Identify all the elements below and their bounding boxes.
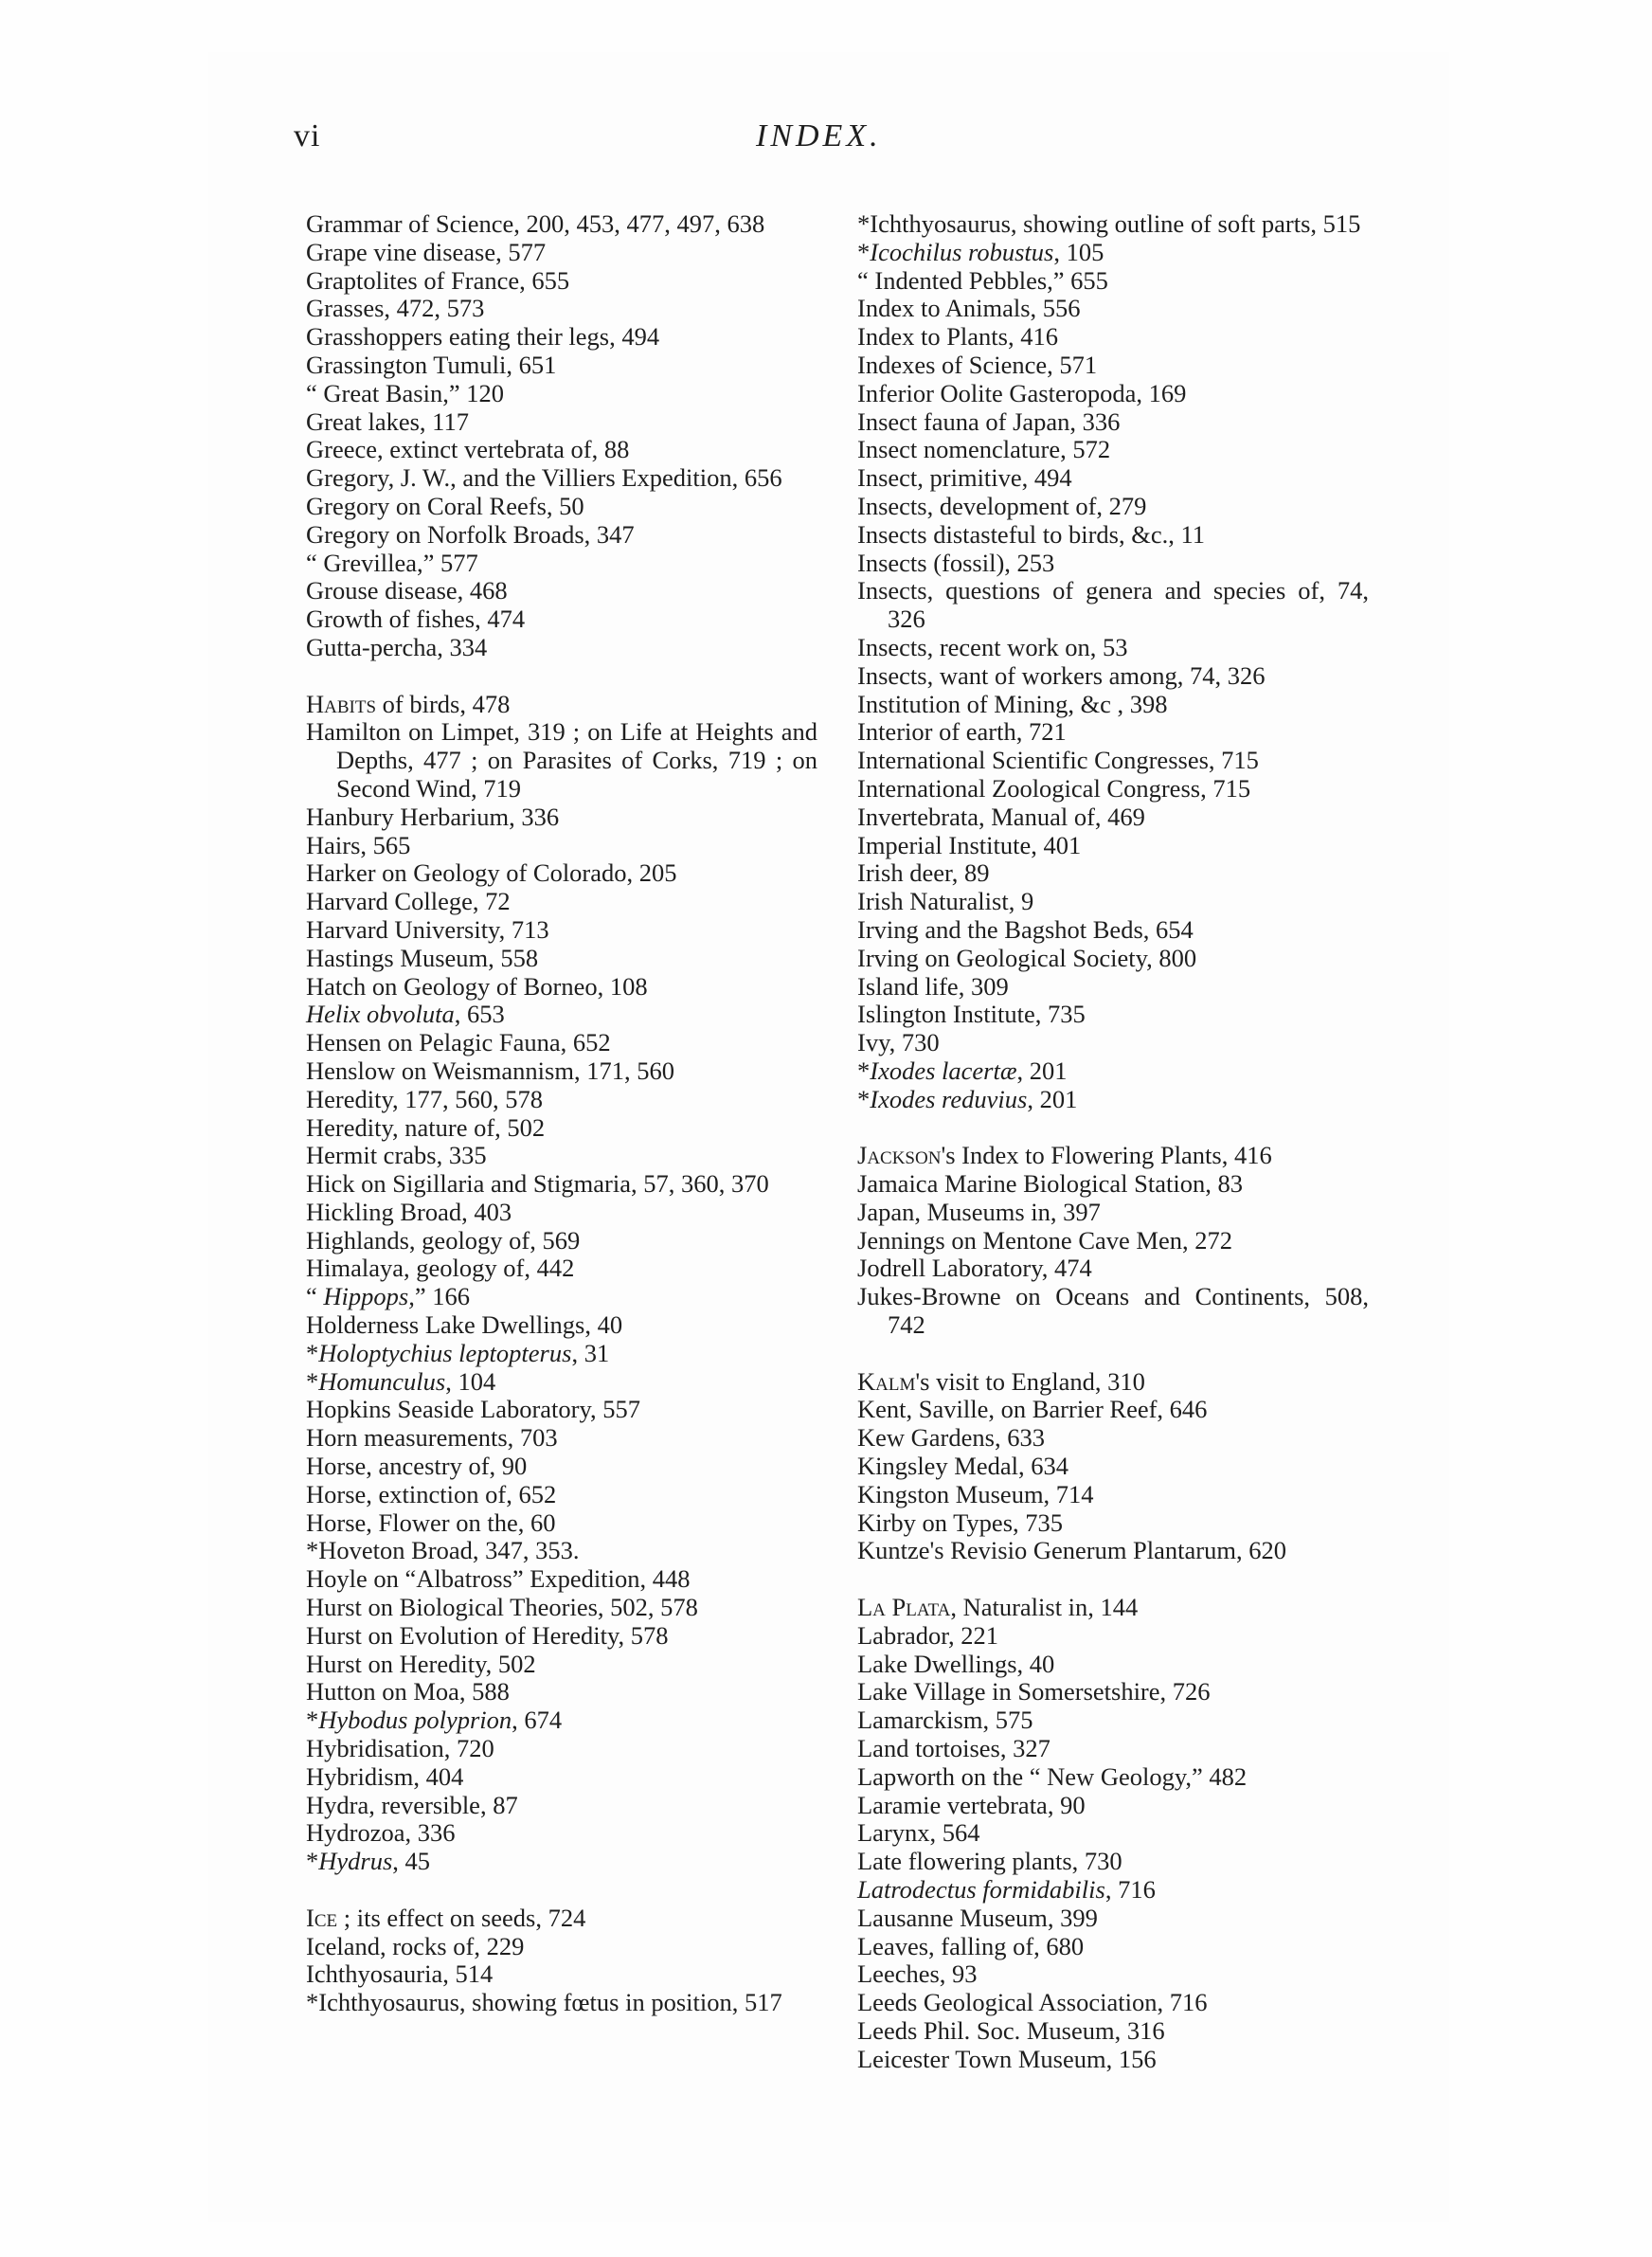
index-entry: Kirby on Types, 735	[857, 1508, 1064, 1537]
index-entry: La Plata, Naturalist in, 144	[857, 1593, 1139, 1622]
index-entry: Grasshoppers eating their legs, 494	[306, 322, 660, 352]
index-entry: Hurst on Heredity, 502	[306, 1649, 536, 1678]
index-entry: Leeches, 93	[857, 1959, 978, 1989]
index-entry: Jodrell Laboratory, 474	[857, 1254, 1092, 1283]
index-entry: Interior of earth, 721	[857, 717, 1067, 747]
index-entry: Insects distasteful to birds, &c., 11	[857, 519, 1206, 549]
index-entry: Gregory, J. W., and the Villiers Expedition, 656	[306, 463, 782, 493]
index-entry: Land tortoises, 327	[857, 1734, 1050, 1763]
index-entry: Grassington Tumuli, 651	[306, 350, 557, 379]
index-entry: Hurst on Biological Theories, 502, 578	[306, 1593, 698, 1622]
index-entry: *Ichthyosaurus, showing fœtus in position, 517	[306, 1988, 782, 2017]
index-entry: Iceland, rocks of, 229	[306, 1931, 525, 1960]
index-entry: *Ichthyosaurus, showing outline of soft parts, 515	[857, 209, 1361, 238]
index-entry: Great lakes, 117	[306, 406, 469, 436]
running-title: INDEX.	[756, 118, 882, 153]
index-entry: International Scientific Congresses, 715	[857, 746, 1259, 775]
index-entry: Hydrozoa, 336	[306, 1818, 456, 1848]
index-entry: Inferior Oolite Gasteropoda, 169	[857, 378, 1187, 407]
index-entry: Leeds Phil. Soc. Museum, 316	[857, 2016, 1165, 2045]
index-entry: Insects, development of, 279	[857, 491, 1147, 520]
index-entry: Hanbury Herbarium, 336	[306, 802, 560, 831]
index-entry: Kew Gardens, 633	[857, 1423, 1045, 1453]
index-entry: Helix obvoluta, 653	[306, 1000, 505, 1029]
index-entry: Invertebrata, Manual of, 469	[857, 802, 1145, 831]
index-entry: Horse, ancestry of, 90	[306, 1452, 528, 1481]
index-entry: Henslow on Weismannism, 171, 560	[306, 1056, 674, 1085]
index-entry: *Ixodes reduvius, 201	[857, 1084, 1078, 1113]
index-entry: International Zoological Congress, 715	[857, 773, 1251, 803]
index-entry: Holderness Lake Dwellings, 40	[306, 1310, 623, 1340]
index-entry: Kingston Museum, 714	[857, 1479, 1094, 1508]
index-entry: *Icochilus robustus, 105	[857, 237, 1104, 266]
index-entry: *Ixodes lacertæ, 201	[857, 1056, 1068, 1085]
index-entry: Index to Animals, 556	[857, 294, 1081, 323]
index-entry: Indexes of Science, 571	[857, 350, 1098, 379]
index-entry: Hoyle on “Albatross” Expedition, 448	[306, 1564, 691, 1594]
page-header	[0, 118, 1652, 175]
index-entry: Ice ; its effect on seeds, 724	[306, 1903, 586, 1932]
index-entry: Grape vine disease, 577	[306, 237, 547, 266]
index-entry: Insects, questions of genera and species of, 74, 326	[857, 576, 1369, 634]
index-entry: Leicester Town Museum, 156	[857, 2044, 1157, 2073]
index-entry: Insects (fossil), 253	[857, 548, 1055, 577]
index-entry: Ivy, 730	[857, 1028, 940, 1057]
index-entry: Hairs, 565	[306, 830, 411, 859]
index-entry: Hopkins Seaside Laboratory, 557	[306, 1395, 641, 1424]
index-entry: Insects, want of workers among, 74, 326	[857, 660, 1266, 690]
index-entry: Irving and the Bagshot Beds, 654	[857, 914, 1194, 944]
index-entry: Hastings Museum, 558	[306, 943, 539, 972]
index-entry: Heredity, nature of, 502	[306, 1112, 546, 1142]
index-entry: Heredity, 177, 560, 578	[306, 1084, 543, 1113]
index-column-left	[306, 210, 817, 2017]
index-entry: Hensen on Pelagic Fauna, 652	[306, 1028, 611, 1057]
index-entry: Kent, Saville, on Barrier Reef, 646	[857, 1395, 1208, 1424]
index-entry: Harvard College, 72	[306, 887, 511, 916]
index-entry: Hydra, reversible, 87	[306, 1790, 518, 1819]
index-entry: *Hybodus polyprion, 674	[306, 1706, 563, 1735]
index-entry: Horse, extinction of, 652	[306, 1479, 557, 1508]
index-entry: Hutton on Moa, 588	[306, 1677, 510, 1706]
index-entry: Kingsley Medal, 634	[857, 1452, 1069, 1481]
index-entry: *Hoveton Broad, 347, 353.	[306, 1536, 580, 1565]
index-entry: Insects, recent work on, 53	[857, 632, 1128, 661]
index-entry: Jackson's Index to Flowering Plants, 416	[857, 1141, 1272, 1170]
index-entry: Grammar of Science, 200, 453, 477, 497, 638	[306, 209, 765, 238]
index-entry: Jukes-Browne on Oceans and Continents, 508, 742	[857, 1282, 1369, 1340]
index-entry: Harker on Geology of Colorado, 205	[306, 858, 677, 888]
index-entry: Gutta-percha, 334	[306, 632, 488, 661]
page-number: vi	[294, 118, 321, 153]
index-entry: Horse, Flower on the, 60	[306, 1508, 556, 1537]
index-entry: Irish deer, 89	[857, 858, 990, 888]
index-entry: Insect fauna of Japan, 336	[857, 406, 1121, 436]
index-entry: Hatch on Geology of Borneo, 108	[306, 971, 648, 1001]
index-entry: Insect, primitive, 494	[857, 463, 1072, 493]
index-entry: Leeds Geological Association, 716	[857, 1988, 1208, 2017]
index-entry: Hick on Sigillaria and Stigmaria, 57, 360, 370	[306, 1169, 769, 1199]
index-entry: Insect nomenclature, 572	[857, 435, 1111, 464]
index-entry: Island life, 309	[857, 971, 1009, 1001]
index-entry: Grouse disease, 468	[306, 576, 508, 605]
index-entry: Himalaya, geology of, 442	[306, 1254, 575, 1283]
index-entry: Harvard University, 713	[306, 914, 549, 944]
index-entry: Jennings on Mentone Cave Men, 272	[857, 1225, 1232, 1255]
index-entry: *Homunculus, 104	[306, 1366, 496, 1396]
index-entry: Laramie vertebrata, 90	[857, 1790, 1086, 1819]
index-entry: Kalm's visit to England, 310	[857, 1366, 1145, 1396]
index-entry: Lamarckism, 575	[857, 1706, 1033, 1735]
index-entry: Hybridism, 404	[306, 1761, 464, 1791]
index-entry: Islington Institute, 735	[857, 1000, 1086, 1029]
index-entry: Larynx, 564	[857, 1818, 980, 1848]
index-entry: Japan, Museums in, 397	[857, 1197, 1101, 1226]
index-column-right	[857, 210, 1369, 2074]
index-entry: Institution of Mining, &c , 398	[857, 689, 1168, 718]
index-entry: Hickling Broad, 403	[306, 1197, 512, 1226]
index-entry: Grasses, 472, 573	[306, 294, 485, 323]
index-entry: Hurst on Evolution of Heredity, 578	[306, 1620, 669, 1650]
index-entry: Hamilton on Limpet, 319 ; on Life at Heights and Depths, 477 ; on Parasites of Corks, 719 ; on Second Wind, 719	[306, 717, 817, 803]
index-entry: Labrador, 221	[857, 1620, 999, 1650]
index-entry: Lausanne Museum, 399	[857, 1903, 1098, 1932]
index-entry: Hybridisation, 720	[306, 1734, 494, 1763]
index-entry: Kuntze's Revisio Generum Plantarum, 620	[857, 1536, 1286, 1565]
index-entry: Lapworth on the “ New Geology,” 482	[857, 1761, 1248, 1791]
index-entry: Ichthyosauria, 514	[306, 1959, 494, 1989]
index-entry: *Hydrus, 45	[306, 1847, 431, 1876]
index-entry: Imperial Institute, 401	[857, 830, 1082, 859]
index-entry: “ Grevillea,” 577	[306, 548, 478, 577]
index-entry: Growth of fishes, 474	[306, 605, 526, 634]
index-entry: Lake Village in Somersetshire, 726	[857, 1677, 1211, 1706]
index-entry: *Holoptychius leptopterus, 31	[306, 1338, 610, 1367]
index-entry: Latrodectus formidabilis, 716	[857, 1875, 1156, 1905]
index-entry: Jamaica Marine Biological Station, 83	[857, 1169, 1243, 1199]
index-entry: Horn measurements, 703	[306, 1423, 558, 1453]
index-entry: Habits of birds, 478	[306, 689, 511, 718]
index-entry: Highlands, geology of, 569	[306, 1225, 581, 1255]
index-entry: Late flowering plants, 730	[857, 1847, 1122, 1876]
index-entry: “ Hippops,” 166	[306, 1282, 470, 1311]
index-entry: Leaves, falling of, 680	[857, 1931, 1085, 1960]
index-entry: “ Indented Pebbles,” 655	[857, 265, 1108, 295]
index-entry: Lake Dwellings, 40	[857, 1649, 1055, 1678]
index-entry: Gregory on Coral Reefs, 50	[306, 491, 584, 520]
index-entry: “ Great Basin,” 120	[306, 378, 504, 407]
index-entry: Irving on Geological Society, 800	[857, 943, 1197, 972]
index-entry: Gregory on Norfolk Broads, 347	[306, 519, 635, 549]
index-entry: Hermit crabs, 335	[306, 1141, 487, 1170]
index-entry: Irish Naturalist, 9	[857, 887, 1034, 916]
index-entry: Graptolites of France, 655	[306, 265, 570, 295]
index-entry: Index to Plants, 416	[857, 322, 1058, 352]
index-entry: Greece, extinct vertebrata of, 88	[306, 435, 630, 464]
